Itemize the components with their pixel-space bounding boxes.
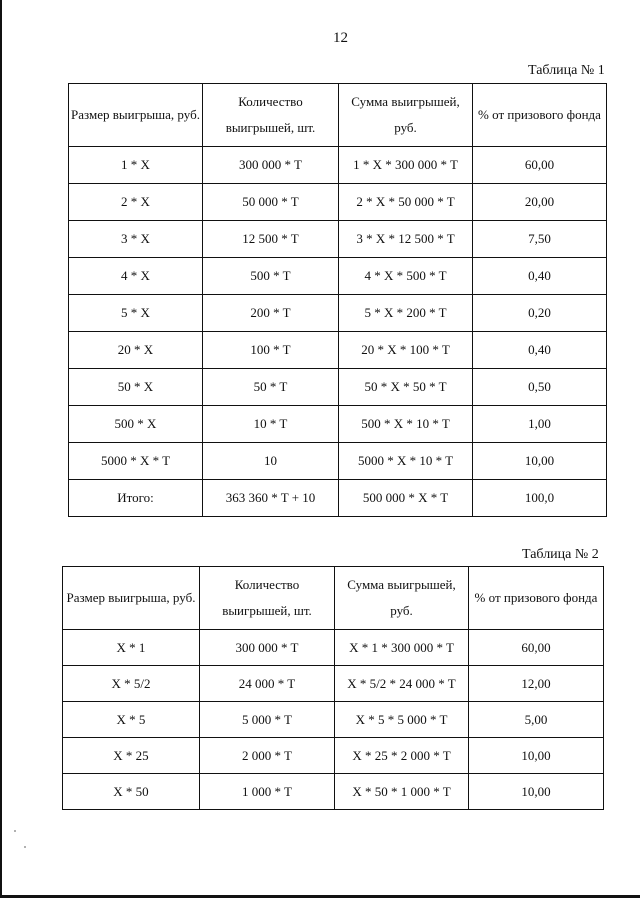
cell-prize-sum: X * 5/2 * 24 000 * T bbox=[335, 666, 469, 702]
table-row bbox=[63, 666, 604, 702]
cell-prize-size: 1 * X bbox=[69, 147, 203, 184]
cell-prize-size: X * 25 bbox=[63, 738, 200, 774]
cell-prize-count: 1 000 * T bbox=[200, 774, 335, 810]
cell-prize-size: X * 5/2 bbox=[63, 666, 200, 702]
table-row bbox=[69, 258, 607, 295]
cell-prize-size: 4 * X bbox=[69, 258, 203, 295]
header-prize-fund-percent: % от призового фонда bbox=[469, 567, 604, 630]
cell-prize-size: 50 * X bbox=[69, 369, 203, 406]
cell-prize-count: 300 000 * T bbox=[200, 630, 335, 666]
header-prize-size: Размер выигрыша, руб. bbox=[69, 84, 203, 147]
cell-prize-count: 300 000 * T bbox=[203, 147, 339, 184]
cell-prize-sum: X * 50 * 1 000 * T bbox=[335, 774, 469, 810]
cell-prize-size: 5 * X bbox=[69, 295, 203, 332]
cell-prize-count: 50 000 * T bbox=[203, 184, 339, 221]
cell-prize-count: 24 000 * T bbox=[200, 666, 335, 702]
table-row bbox=[69, 332, 607, 369]
cell-prize-fund-percent: 1,00 bbox=[473, 406, 607, 443]
table-row bbox=[69, 406, 607, 443]
cell-prize-sum: 2 * X * 50 000 * T bbox=[339, 184, 473, 221]
header-prize-count: Количество выигрышей, шт. bbox=[203, 84, 339, 147]
cell-prize-size: Итого: bbox=[69, 480, 203, 517]
table2-caption: Таблица № 2 bbox=[522, 547, 599, 562]
table-row bbox=[63, 702, 604, 738]
header-prize-count: Количество выигрышей, шт. bbox=[200, 567, 335, 630]
cell-prize-fund-percent: 60,00 bbox=[473, 147, 607, 184]
cell-prize-sum: X * 25 * 2 000 * T bbox=[335, 738, 469, 774]
page-number: 12 bbox=[333, 30, 348, 46]
table-row bbox=[69, 221, 607, 258]
cell-prize-sum: 1 * X * 300 000 * T bbox=[339, 147, 473, 184]
prize-table-2 bbox=[62, 566, 604, 810]
header-prize-fund-percent: % от призового фонда bbox=[473, 84, 607, 147]
cell-prize-count: 2 000 * T bbox=[200, 738, 335, 774]
cell-prize-size: 500 * X bbox=[69, 406, 203, 443]
cell-prize-sum: 20 * X * 100 * T bbox=[339, 332, 473, 369]
cell-prize-size: X * 5 bbox=[63, 702, 200, 738]
cell-prize-count: 100 * T bbox=[203, 332, 339, 369]
cell-prize-size: X * 50 bbox=[63, 774, 200, 810]
cell-prize-count: 50 * T bbox=[203, 369, 339, 406]
table-row bbox=[69, 295, 607, 332]
cell-prize-sum: X * 1 * 300 000 * T bbox=[335, 630, 469, 666]
cell-prize-sum: 500 * X * 10 * T bbox=[339, 406, 473, 443]
cell-prize-fund-percent: 10,00 bbox=[469, 738, 604, 774]
cell-prize-fund-percent: 100,0 bbox=[473, 480, 607, 517]
table-row bbox=[63, 774, 604, 810]
cell-prize-fund-percent: 7,50 bbox=[473, 221, 607, 258]
header-prize-sum: Сумма выигрышей, руб. bbox=[335, 567, 469, 630]
cell-prize-size: 5000 * X * T bbox=[69, 443, 203, 480]
prize-table-1 bbox=[68, 83, 607, 517]
table2-header-row bbox=[63, 567, 604, 630]
cell-prize-count: 5 000 * T bbox=[200, 702, 335, 738]
cell-prize-fund-percent: 0,40 bbox=[473, 332, 607, 369]
cell-prize-fund-percent: 0,20 bbox=[473, 295, 607, 332]
cell-prize-count: 10 bbox=[203, 443, 339, 480]
cell-prize-size: 2 * X bbox=[69, 184, 203, 221]
cell-prize-count: 200 * T bbox=[203, 295, 339, 332]
cell-prize-count: 363 360 * T + 10 bbox=[203, 480, 339, 517]
table-row bbox=[63, 738, 604, 774]
header-prize-sum: Сумма выигрышей, руб. bbox=[339, 84, 473, 147]
table1-header-row bbox=[69, 84, 607, 147]
cell-prize-fund-percent: 20,00 bbox=[473, 184, 607, 221]
cell-prize-sum: 3 * X * 12 500 * T bbox=[339, 221, 473, 258]
table1-caption: Таблица № 1 bbox=[528, 63, 605, 78]
cell-prize-count: 12 500 * T bbox=[203, 221, 339, 258]
table-row bbox=[69, 443, 607, 480]
cell-prize-sum: 50 * X * 50 * T bbox=[339, 369, 473, 406]
table-row bbox=[69, 147, 607, 184]
scan-speck bbox=[14, 830, 16, 832]
scan-border-left bbox=[0, 0, 2, 898]
cell-prize-fund-percent: 0,40 bbox=[473, 258, 607, 295]
cell-prize-sum: X * 5 * 5 000 * T bbox=[335, 702, 469, 738]
header-prize-size: Размер выигрыша, руб. bbox=[63, 567, 200, 630]
cell-prize-fund-percent: 10,00 bbox=[473, 443, 607, 480]
cell-prize-size: 3 * X bbox=[69, 221, 203, 258]
table-row bbox=[63, 630, 604, 666]
cell-prize-sum: 5 * X * 200 * T bbox=[339, 295, 473, 332]
cell-prize-sum: 500 000 * X * T bbox=[339, 480, 473, 517]
cell-prize-count: 10 * T bbox=[203, 406, 339, 443]
cell-prize-size: 20 * X bbox=[69, 332, 203, 369]
cell-prize-fund-percent: 12,00 bbox=[469, 666, 604, 702]
cell-prize-fund-percent: 5,00 bbox=[469, 702, 604, 738]
cell-prize-fund-percent: 60,00 bbox=[469, 630, 604, 666]
cell-prize-count: 500 * T bbox=[203, 258, 339, 295]
scan-speck bbox=[24, 846, 26, 848]
cell-prize-size: X * 1 bbox=[63, 630, 200, 666]
cell-prize-sum: 4 * X * 500 * T bbox=[339, 258, 473, 295]
cell-prize-sum: 5000 * X * 10 * T bbox=[339, 443, 473, 480]
cell-prize-fund-percent: 0,50 bbox=[473, 369, 607, 406]
cell-prize-fund-percent: 10,00 bbox=[469, 774, 604, 810]
table-row bbox=[69, 184, 607, 221]
table-row bbox=[69, 480, 607, 517]
table-row bbox=[69, 369, 607, 406]
